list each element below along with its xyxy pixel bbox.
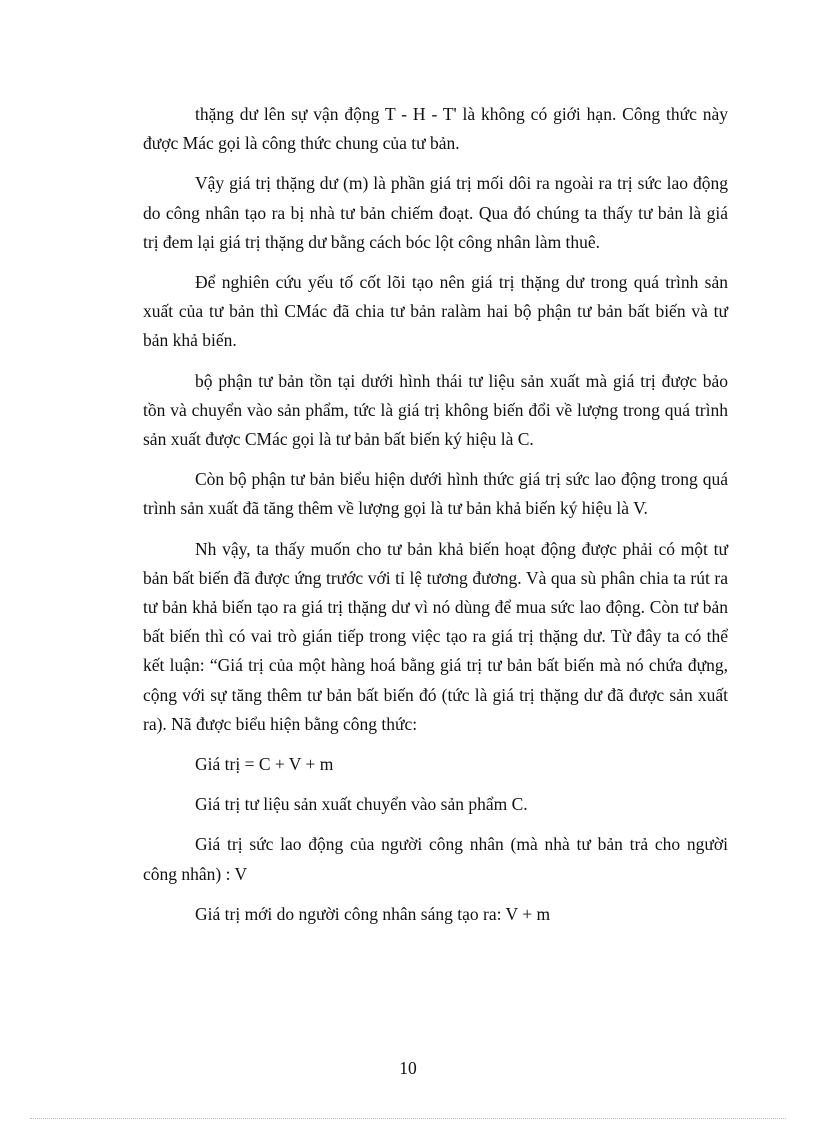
footer-divider bbox=[30, 1118, 786, 1119]
paragraph-2: Vậy giá trị thặng dư (m) là phần giá trị mối dôi ra ngoài ra trị sức lao động do công nhân tạo ra bị nhà tư bản chiếm đoạt. Qua đó chúng ta thấy tư bản là giá trị đem lại giá trị thặng dư bằng cách bóc lột công nhân làm thuê. bbox=[143, 173, 728, 252]
paragraph-4: bộ phận tư bản tồn tại dưới hình thái tư liệu sản xuất mà giá trị được bảo tồn và chuyển vào sản phẩm, tức là giá trị không biến đổi về lượng trong quá trình sản xuất được CMác gọi là tư bản bất biến ký hiệu là C. bbox=[143, 370, 728, 450]
paragraph-8: Giá trị sức lao động của người công nhân (mà nhà tư bản trả cho người công nhân) : V bbox=[143, 834, 728, 884]
paragraph-7: Giá trị tư liệu sản xuất chuyển vào sản phẩm C. bbox=[195, 794, 528, 815]
document-body bbox=[143, 100, 728, 940]
paragraph-6: Nh vậy, ta thấy muốn cho tư bản khả biến hoạt động được phải có một tư bản bất biến đã được ứng trước với tỉ lệ tương đương. Và qua sù phân chia ta rút ra tư bản khả biến tạo ra giá trị thặng dư vì nó dùng để mua sức lao động. Còn tư bản bất biến thì có vai trò gián tiếp trong việc tạo ra giá trị thặng dư. Từ đây ta có thể kết luận: “Giá trị của một hàng hoá bằng giá trị tư bản bất biến mà nó chứa đựng, cộng với sự tăng thêm tư bản bất biến đó (tức là giá trị thặng dư đã được sản xuất ra). Nã được biểu hiện bằng công thức: bbox=[143, 538, 728, 734]
paragraph-9: Giá trị mới do người công nhân sáng tạo ra: V + m bbox=[195, 903, 551, 924]
value-formula: Giá trị = C + V + m bbox=[195, 754, 334, 775]
paragraph-1: thặng dư lên sự vận động T - H - T' là không có giới hạn. Công thức này được Mác gọi là công thức chung của tư bản. bbox=[143, 104, 728, 154]
page-number: 10 bbox=[399, 1058, 417, 1078]
paragraph-3: Để nghiên cứu yếu tố cốt lõi tạo nên giá trị thặng dư trong quá trình sản xuất của tư bản thì CMác đã chia tư bản ralàm hai bộ phận tư bản bất biến và tư bản khả biến. bbox=[143, 272, 728, 351]
paragraph-5: Còn bộ phận tư bản biểu hiện dưới hình thức giá trị sức lao động trong quá trình sản xuất đã tăng thêm về lượng gọi là tư bản khả biến ký hiệu là V. bbox=[143, 469, 728, 519]
